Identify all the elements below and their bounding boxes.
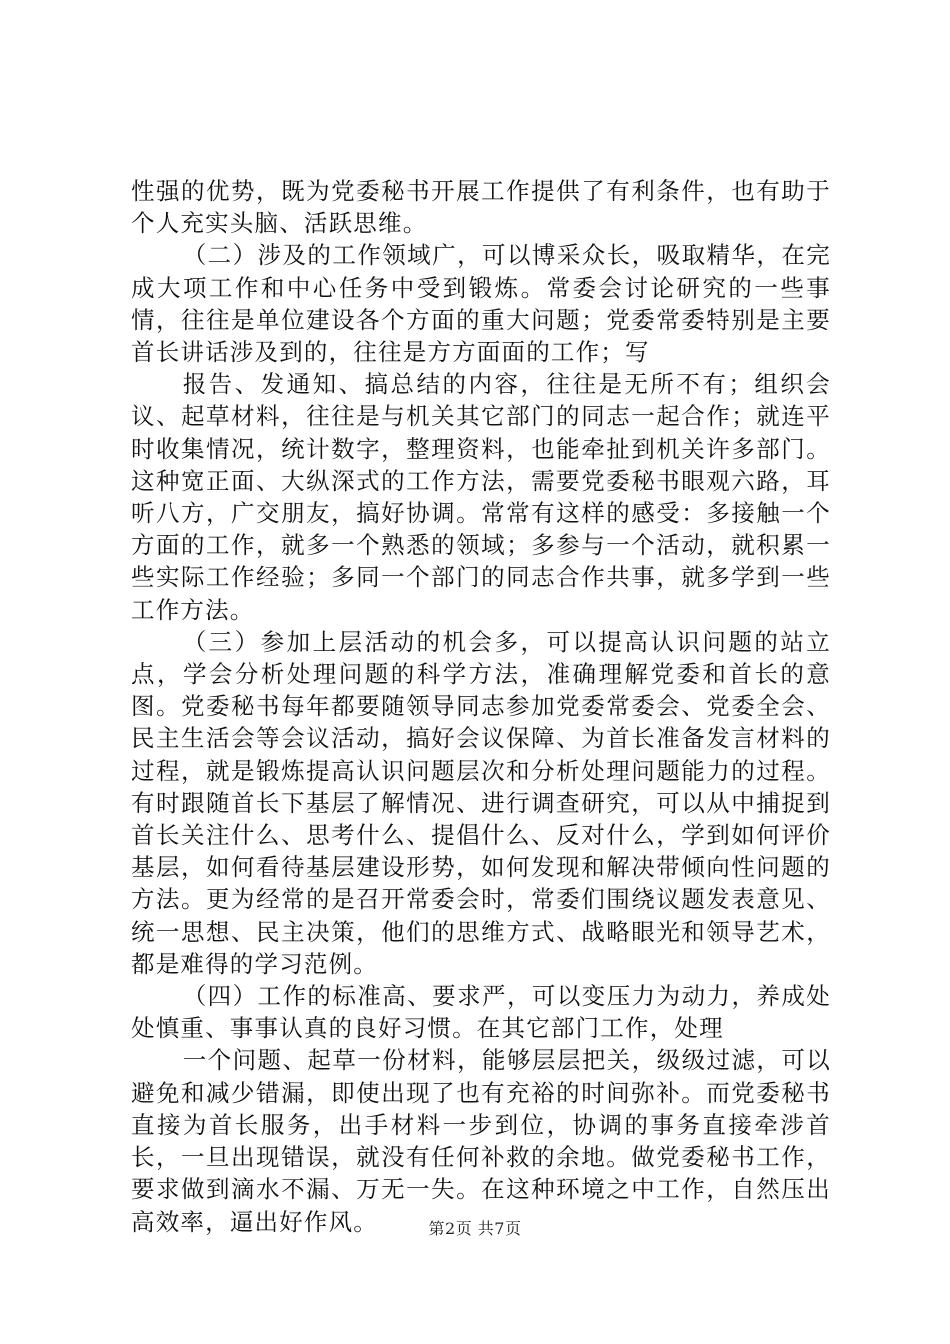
paragraph-section-4-continued: 一个问题、起草一份材料，能够层层把关，级级过滤，可以避免和减少错漏，即使出现了也有充裕的时间弥补。而党委秘书直接为首长服务，出手材料一步到位，协调的事务直接牵涉首长，一旦出现错误，就没有任何补救的余地。做党委秘书工作，要求做到滴水不漏、万无一失。在这种环境之中工作，自然压出高效率，逼出好作风。 [131, 1046, 831, 1236]
page-footer: 第2页 共7页 [428, 1219, 522, 1238]
paragraph-section-3: （三）参加上层活动的机会多，可以提高认识问题的站立点，学会分析处理问题的科学方法，准确理解党委和首长的意图。党委秘书每年都要随领导同志参加党委常委会、党委全会、民主生活会等会议活动，搞好会议保障、为首长准备发言材料的过程，就是锻炼提高认识问题层次和分析处理问题能力的过程。有时跟随首长下基层了解情况、进行调查研究，可以从中捕捉到首长关注什么、思考什么、提倡什么、反对什么，学到如何评价基层，如何看待基层建设形势，如何发现和解决带倾向性问题的方法。更为经常的是召开常委会时，常委们围绕议题发表意见、统一思想、民主决策，他们的思维方式、战略眼光和领导艺术，都是难得的学习范例。 [131, 627, 831, 978]
paragraph-continuation: 性强的优势，既为党委秘书开展工作提供了有利条件，也有助于个人充实头脑、活跃思维。 [131, 177, 831, 238]
paragraph-section-4: （四）工作的标准高、要求严，可以变压力为动力，养成处处慎重、事事认真的良好习惯。在其它部门工作，处理 [131, 982, 831, 1043]
paragraph-section-2-continued: 报告、发通知、搞总结的内容，往往是无所不有；组织会议、起草材料，往往是与机关其它部门的同志一起合作；就连平时收集情况，统计数字，整理资料，也能牵扯到机关许多部门。这种宽正面、大纵深式的工作方法，需要党委秘书眼观六路，耳听八方，广交朋友，搞好协调。常常有这样的感受：多接触一个方面的工作，就多一个熟悉的领域；多参与一个活动，就积累一些实际工作经验；多同一个部门的同志合作共事，就多学到一些工作方法。 [131, 370, 831, 624]
paragraph-section-2: （二）涉及的工作领域广，可以博采众长，吸取精华，在完成大项工作和中心任务中受到锻炼。常委会讨论研究的一些事情，往往是单位建设各个方面的重大问题；党委常委特别是主要首长讲话涉及到的，往往是方方面面的工作；写 [131, 241, 831, 367]
document-body [131, 175, 831, 1238]
